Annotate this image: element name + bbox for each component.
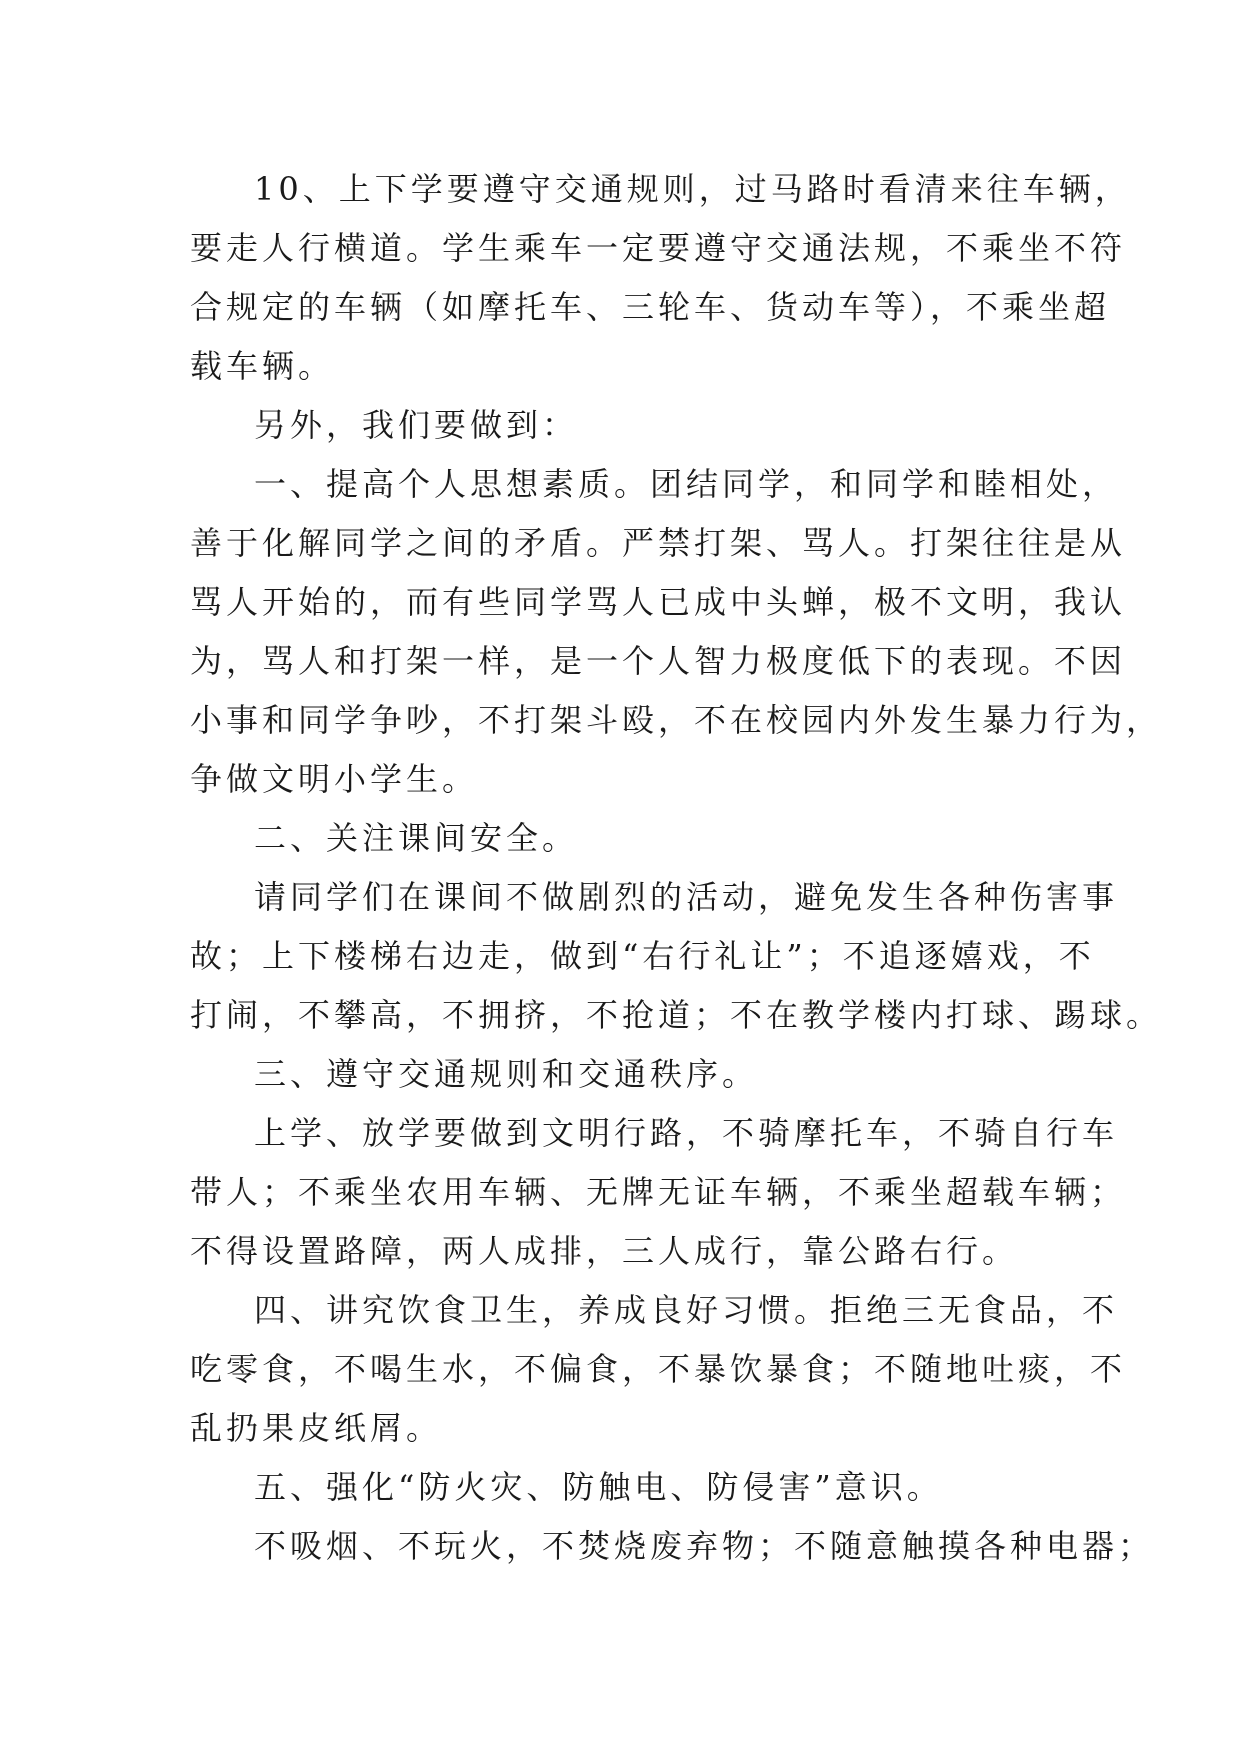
paragraph-line: 为，骂人和打架一样，是一个人智力极度低下的表现。不因 — [190, 642, 1127, 680]
paragraph-line: 一、提高个人思想素质。团结同学，和同学和睦相处， — [254, 465, 1119, 503]
paragraph-line: 带人；不乘坐农用车辆、无牌无证车辆，不乘坐超载车辆； — [190, 1173, 1127, 1211]
paragraph-line: 小事和同学争吵，不打架斗殴，不在校园内外发生暴力行为， — [190, 701, 1163, 739]
paragraph-line: 不吸烟、不玩火，不焚烧废弃物；不随意触摸各种电器； — [254, 1527, 1155, 1565]
paragraph-line: 上学、放学要做到文明行路，不骑摩托车，不骑自行车 — [254, 1114, 1119, 1152]
paragraph-line: 不得设置路障，两人成排，三人成行，靠公路右行。 — [190, 1232, 1019, 1270]
paragraph-line: 载车辆。 — [190, 347, 335, 385]
paragraph-line: 打闹，不攀高，不拥挤，不抢道；不在教学楼内打球、踢球。 — [190, 996, 1163, 1034]
paragraph-line: 请同学们在课间不做剧烈的活动，避免发生各种伤害事 — [254, 878, 1119, 916]
paragraph-line: 争做文明小学生。 — [190, 760, 479, 798]
paragraph-line: 10、上下学要遵守交通规则，过马路时看清来往车辆， — [254, 170, 1131, 208]
section-heading: 二、关注课间安全。 — [254, 819, 579, 857]
paragraph-line: 骂人开始的，而有些同学骂人已成中头蝉，极不文明，我认 — [190, 583, 1127, 621]
paragraph-line: 善于化解同学之间的矛盾。严禁打架、骂人。打架往往是从 — [190, 524, 1127, 562]
paragraph-line: 吃零食，不喝生水，不偏食，不暴饮暴食；不随地吐痰，不 — [190, 1350, 1127, 1388]
section-heading: 五、强化“防火灾、防触电、防侵害”意识。 — [254, 1468, 943, 1506]
paragraph-line: 乱扔果皮纸屑。 — [190, 1409, 443, 1447]
paragraph-line: 要走人行横道。学生乘车一定要遵守交通法规，不乘坐不符 — [190, 229, 1127, 267]
document-body — [190, 160, 1163, 1576]
paragraph-line: 合规定的车辆（如摩托车、三轮车、货动车等），不乘坐超 — [190, 288, 1111, 326]
paragraph-line: 另外，我们要做到： — [254, 406, 579, 444]
section-heading: 三、遵守交通规则和交通秩序。 — [254, 1055, 759, 1093]
paragraph-line: 故；上下楼梯右边走，做到“右行礼让”；不追逐嬉戏，不 — [190, 937, 1095, 975]
paragraph-line: 四、讲究饮食卫生，养成良好习惯。拒绝三无食品，不 — [254, 1291, 1119, 1329]
